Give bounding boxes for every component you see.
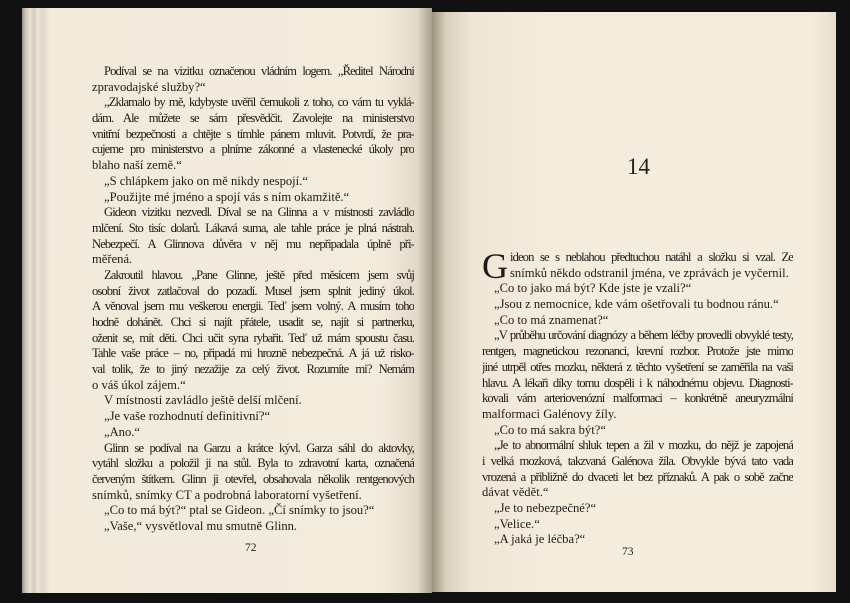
line-text: „V průběhu určování diagnózy a během léčby provedli obvyklé testy, <box>494 328 793 343</box>
text-line <box>92 174 414 190</box>
text-line <box>92 409 414 425</box>
text-line <box>510 266 793 282</box>
text-line <box>482 376 793 392</box>
line-text: „Co to má být?“ ptal se Gideon. „Čí snímky to jsou?“ <box>104 503 375 518</box>
text-line <box>92 315 414 331</box>
text-line <box>92 346 414 362</box>
text-line <box>92 519 414 535</box>
text-line <box>482 281 793 297</box>
text-line <box>92 362 414 378</box>
text-line <box>482 470 793 486</box>
line-text: „Je to nebezpečné?“ <box>494 501 597 515</box>
line-text: „Je vaše rozhodnutí definitivní?“ <box>104 409 271 424</box>
line-text: „Je to abnormální shluk tepen a žil v mozku, do nějž je zapojená <box>494 438 793 453</box>
line-text: oženit se, mít děti. Chci učit syna rybařit. Teď už mám spoustu času. <box>92 330 414 345</box>
text-line <box>92 378 414 394</box>
text-line <box>92 331 414 347</box>
left-page <box>22 8 432 593</box>
line-text: rentgen, magnetickou rezonanci, krevní rozbor. Protože jste mimo <box>482 344 793 359</box>
line-text: hodně dohánět. Chci si najít přátele, usadit se, najít si partnerku, <box>92 315 414 329</box>
line-text: osobní život zatlačoval do pozadí. Musel jsem splnit jediný úkol. <box>92 283 414 298</box>
text-line <box>92 503 414 519</box>
text-line <box>92 441 414 457</box>
drop-cap: G <box>482 246 508 286</box>
text-line <box>92 299 414 315</box>
text-line <box>92 111 414 127</box>
text-line <box>92 284 414 300</box>
text-line <box>482 423 793 439</box>
line-text: Tahle vaše práce – no, připadá mi hrozně nebezpečná. A já už risko- <box>92 346 414 361</box>
line-text: „Ano.“ <box>104 424 141 439</box>
text-line <box>92 127 414 143</box>
text-line <box>92 142 414 158</box>
text-line <box>482 454 793 470</box>
text-line <box>482 517 793 533</box>
line-text: „A jaká je léčba?“ <box>494 532 586 547</box>
text-line <box>92 221 414 237</box>
page-number: 72 <box>245 542 257 554</box>
text-line <box>482 360 793 376</box>
line-text: Podíval se na vizitku označenou vládním logem. „Ředitel Národní <box>104 64 414 78</box>
text-line <box>92 472 414 488</box>
line-text: val tolik, že to jiný nezažije za celý život. Rozumíte mi? Nemám <box>92 362 414 377</box>
line-text: cujeme pro ministerstvo a plníme zákonné a vlastenecké úkoly pro <box>92 142 414 157</box>
line-text: jiné utrpěl otřes mozku, některá z těchto vyšetření se zaměřila na vaši <box>482 359 793 374</box>
line-text: červeným štítkem. Glinn ji otevřel, obsahovala několik rentgenových <box>92 471 414 486</box>
line-text: vytáhl složku a položil ji na stůl. Byla to zdravotní karta, označená <box>92 456 414 471</box>
chapter-number: 14 <box>627 154 650 179</box>
text-line <box>92 64 414 80</box>
line-text: „Zklamalo by mě, kdybyste uvěřil čemukoli z toho, co vám tu vyklá- <box>104 95 414 110</box>
line-text: „Co to má sakra být?“ <box>494 422 606 437</box>
line-text: blaho naší země.“ <box>92 158 182 173</box>
line-text: „Jsou z nemocnice, kde vám ošetřovali tu bodnou ránu.“ <box>494 297 779 312</box>
line-text: dávat vědět.“ <box>482 485 549 500</box>
line-text: „Vaše,“ vysvětloval mu smutně Glinn. <box>104 518 298 533</box>
text-line <box>92 252 414 268</box>
text-line <box>510 250 793 266</box>
text-line <box>92 80 414 96</box>
line-text: Nebezpečí. A Glinnova důvěra v něj mu nepřipadala úplně při- <box>92 236 414 251</box>
left-page-text <box>92 64 414 535</box>
line-text: snímků někdo odstranil jména, ve zprávách je vyčernil. <box>510 265 789 280</box>
line-text: Glinn se podíval na Garzu a krátce kývl. Garza sáhl do aktovky, <box>104 440 414 455</box>
line-text: mlčení. Sto tisíc dolarů. Lákavá suma, ale tahle práce je plná nástrah. <box>92 220 414 235</box>
right-page <box>432 12 836 592</box>
line-text: vrozená a přibližně do dvaceti let bez příznaků. A pak o sobě začne <box>482 469 793 484</box>
text-line <box>92 488 414 504</box>
text-line <box>92 190 414 206</box>
line-text: Gideon vizitku nezvedl. Díval se na Glinna a v místnosti zavládlo <box>104 205 414 220</box>
line-text: ideon se s neblahou předtuchou natáhl a složku si vzal. Ze <box>510 250 793 264</box>
text-line <box>482 313 793 329</box>
text-line <box>482 391 793 407</box>
right-page-text <box>482 246 793 548</box>
line-text: kovali vám arteriovenózní malformaci – konkrétně aneuryzmální <box>482 391 793 406</box>
text-line <box>482 485 793 501</box>
line-text: „Použijte mé jméno a spojí vás s ním okamžitě.“ <box>104 189 350 204</box>
text-line <box>482 407 793 423</box>
line-text: snímků, snímky CT a podrobná laboratorní vyšetření. <box>92 487 362 502</box>
line-text: vnitřní bezpečnosti a chtějte s tímhle pánem mluvit. Potvrdí, že pra- <box>92 126 414 141</box>
text-line <box>482 438 793 454</box>
text-line <box>92 95 414 111</box>
line-text: dám. Ale můžete se sám přesvědčit. Zavolejte na ministerstvo <box>92 111 414 126</box>
text-line <box>92 456 414 472</box>
line-text: „Co to má znamenat?“ <box>494 312 609 327</box>
line-text: „S chlápkem jako on mě nikdy nespojí.“ <box>104 173 308 188</box>
line-text: „Velice.“ <box>494 516 540 531</box>
line-text: V místnosti zavládlo ještě delší mlčení. <box>104 393 302 408</box>
line-text: i velká mozková, takzvaná Galénova žíla. Obvykle bývá tato vada <box>482 453 793 468</box>
line-text: zpravodajské služby?“ <box>92 79 206 94</box>
text-line <box>92 425 414 441</box>
line-text: malformaci Galénovy žíly. <box>482 406 617 421</box>
text-line <box>92 205 414 221</box>
text-line <box>482 344 793 360</box>
line-text: „Co to jako má být? Kde jste je vzali?“ <box>494 281 692 296</box>
line-text: Zakroutil hlavou. „Pane Glinne, ještě před měsícem jsem svůj <box>104 267 414 282</box>
line-text: o váš úkol zájem.“ <box>92 377 186 392</box>
text-line <box>482 297 793 313</box>
line-text: hlavu. A lékaři díky tomu dospěli i k náhodnému objevu. Diagnosti- <box>482 375 793 390</box>
page-number: 73 <box>622 546 634 558</box>
line-text: A věnoval jsem mu veškerou energii. Teď jsem volný. A musím toho <box>92 299 414 314</box>
text-line <box>92 268 414 284</box>
text-line <box>482 501 793 517</box>
text-line <box>482 532 793 548</box>
text-line <box>92 237 414 253</box>
text-line <box>92 158 414 174</box>
text-line <box>92 393 414 409</box>
line-text: měřená. <box>92 252 133 267</box>
text-line <box>482 328 793 344</box>
